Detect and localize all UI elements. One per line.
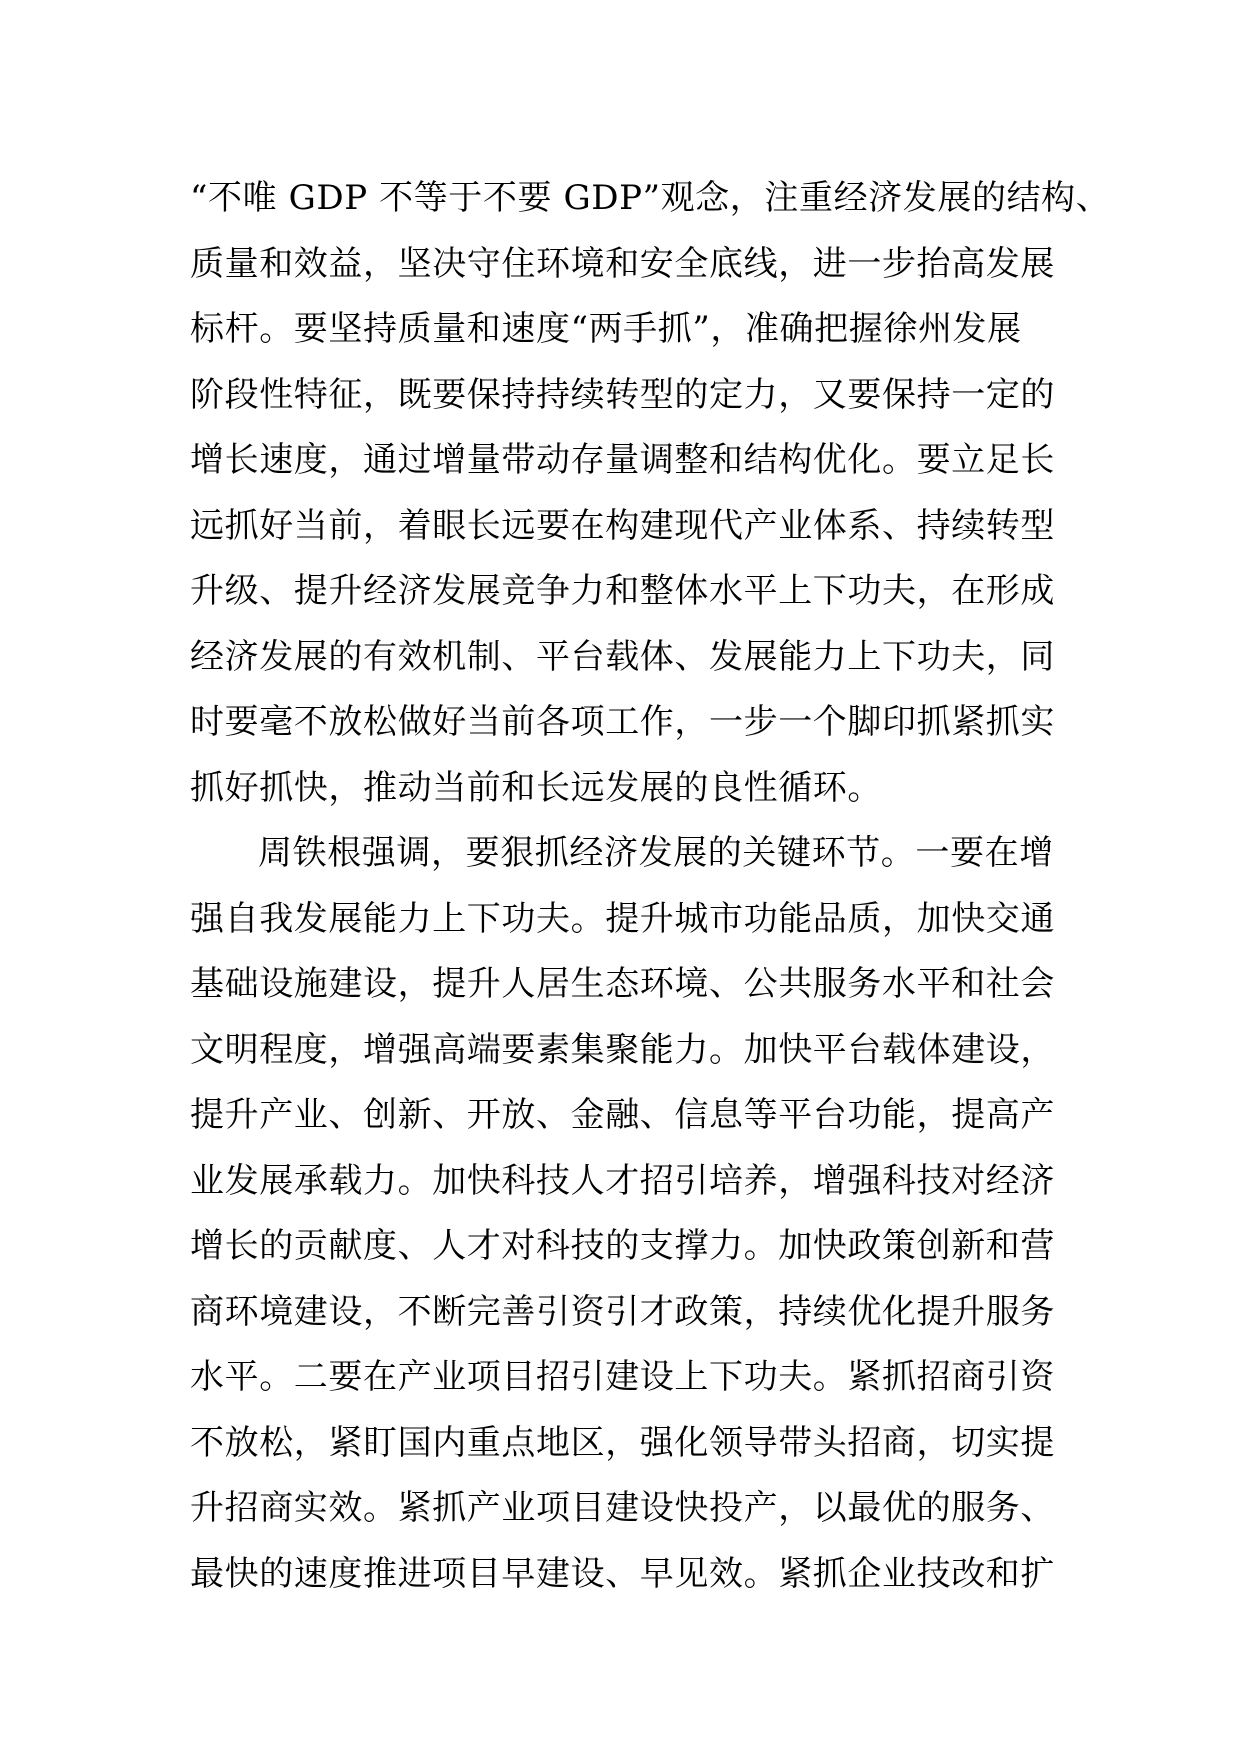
text-line: 质量和效益，坚决守住环境和安全底线，进一步抬高发展 (190, 243, 1055, 284)
text-line: 增长速度，通过增量带动存量调整和结构优化。要立足长 (190, 440, 1055, 480)
text-line: 远抓好当前，着眼长远要在构建现代产业体系、持续转型 (190, 505, 1055, 546)
text-line: 业发展承载力。加快科技人才招引培养，增强科技对经济 (190, 1160, 1055, 1201)
text-line: 抓好抓快，推动当前和长远发展的良性循环。 (190, 767, 882, 808)
text-line: 增长的贡献度、人才对科技的支撑力。加快政策创新和营 (190, 1226, 1055, 1266)
text-line: 标杆。要坚持质量和速度“两手抓”，准确把握徐州发展 (190, 309, 1022, 349)
text-line: “不唯 GDP 不等于不要 GDP”观念，注重经济发展的结构、 (190, 178, 1111, 218)
text-line: 不放松，紧盯国内重点地区，强化领导带头招商，切实提 (190, 1422, 1055, 1463)
text-line: 文明程度，增强高端要素集聚能力。加快平台载体建设， (190, 1029, 1055, 1070)
text-line: 升级、提升经济发展竞争力和整体水平上下功夫，在形成 (190, 571, 1055, 611)
text-line: 强自我发展能力上下功夫。提升城市功能品质，加快交通 (190, 898, 1055, 939)
text-line: 时要毫不放松做好当前各项工作，一步一个脚印抓紧抓实 (190, 702, 1055, 742)
paragraph-start-line: 周铁根强调，要狠抓经济发展的关键环节。一要在增 (258, 833, 1054, 873)
text-line: 商环境建设，不断完善引资引才政策，持续优化提升服务 (190, 1291, 1055, 1332)
text-line: 阶段性特征，既要保持持续转型的定力，又要保持一定的 (190, 374, 1055, 415)
text-line: 水平。二要在产业项目招引建设上下功夫。紧抓招商引资 (190, 1357, 1055, 1397)
text-line: 最快的速度推进项目早建设、早见效。紧抓企业技改和扩 (190, 1553, 1055, 1594)
text-line: 基础设施建设，提升人居生态环境、公共服务水平和社会 (190, 964, 1055, 1004)
text-line: 经济发展的有效机制、平台载体、发展能力上下功夫，同 (190, 636, 1055, 677)
text-line: 升招商实效。紧抓产业项目建设快投产，以最优的服务、 (190, 1488, 1055, 1528)
body-text (190, 166, 1111, 1607)
text-line: 提升产业、创新、开放、金融、信息等平台功能，提高产 (190, 1095, 1055, 1135)
